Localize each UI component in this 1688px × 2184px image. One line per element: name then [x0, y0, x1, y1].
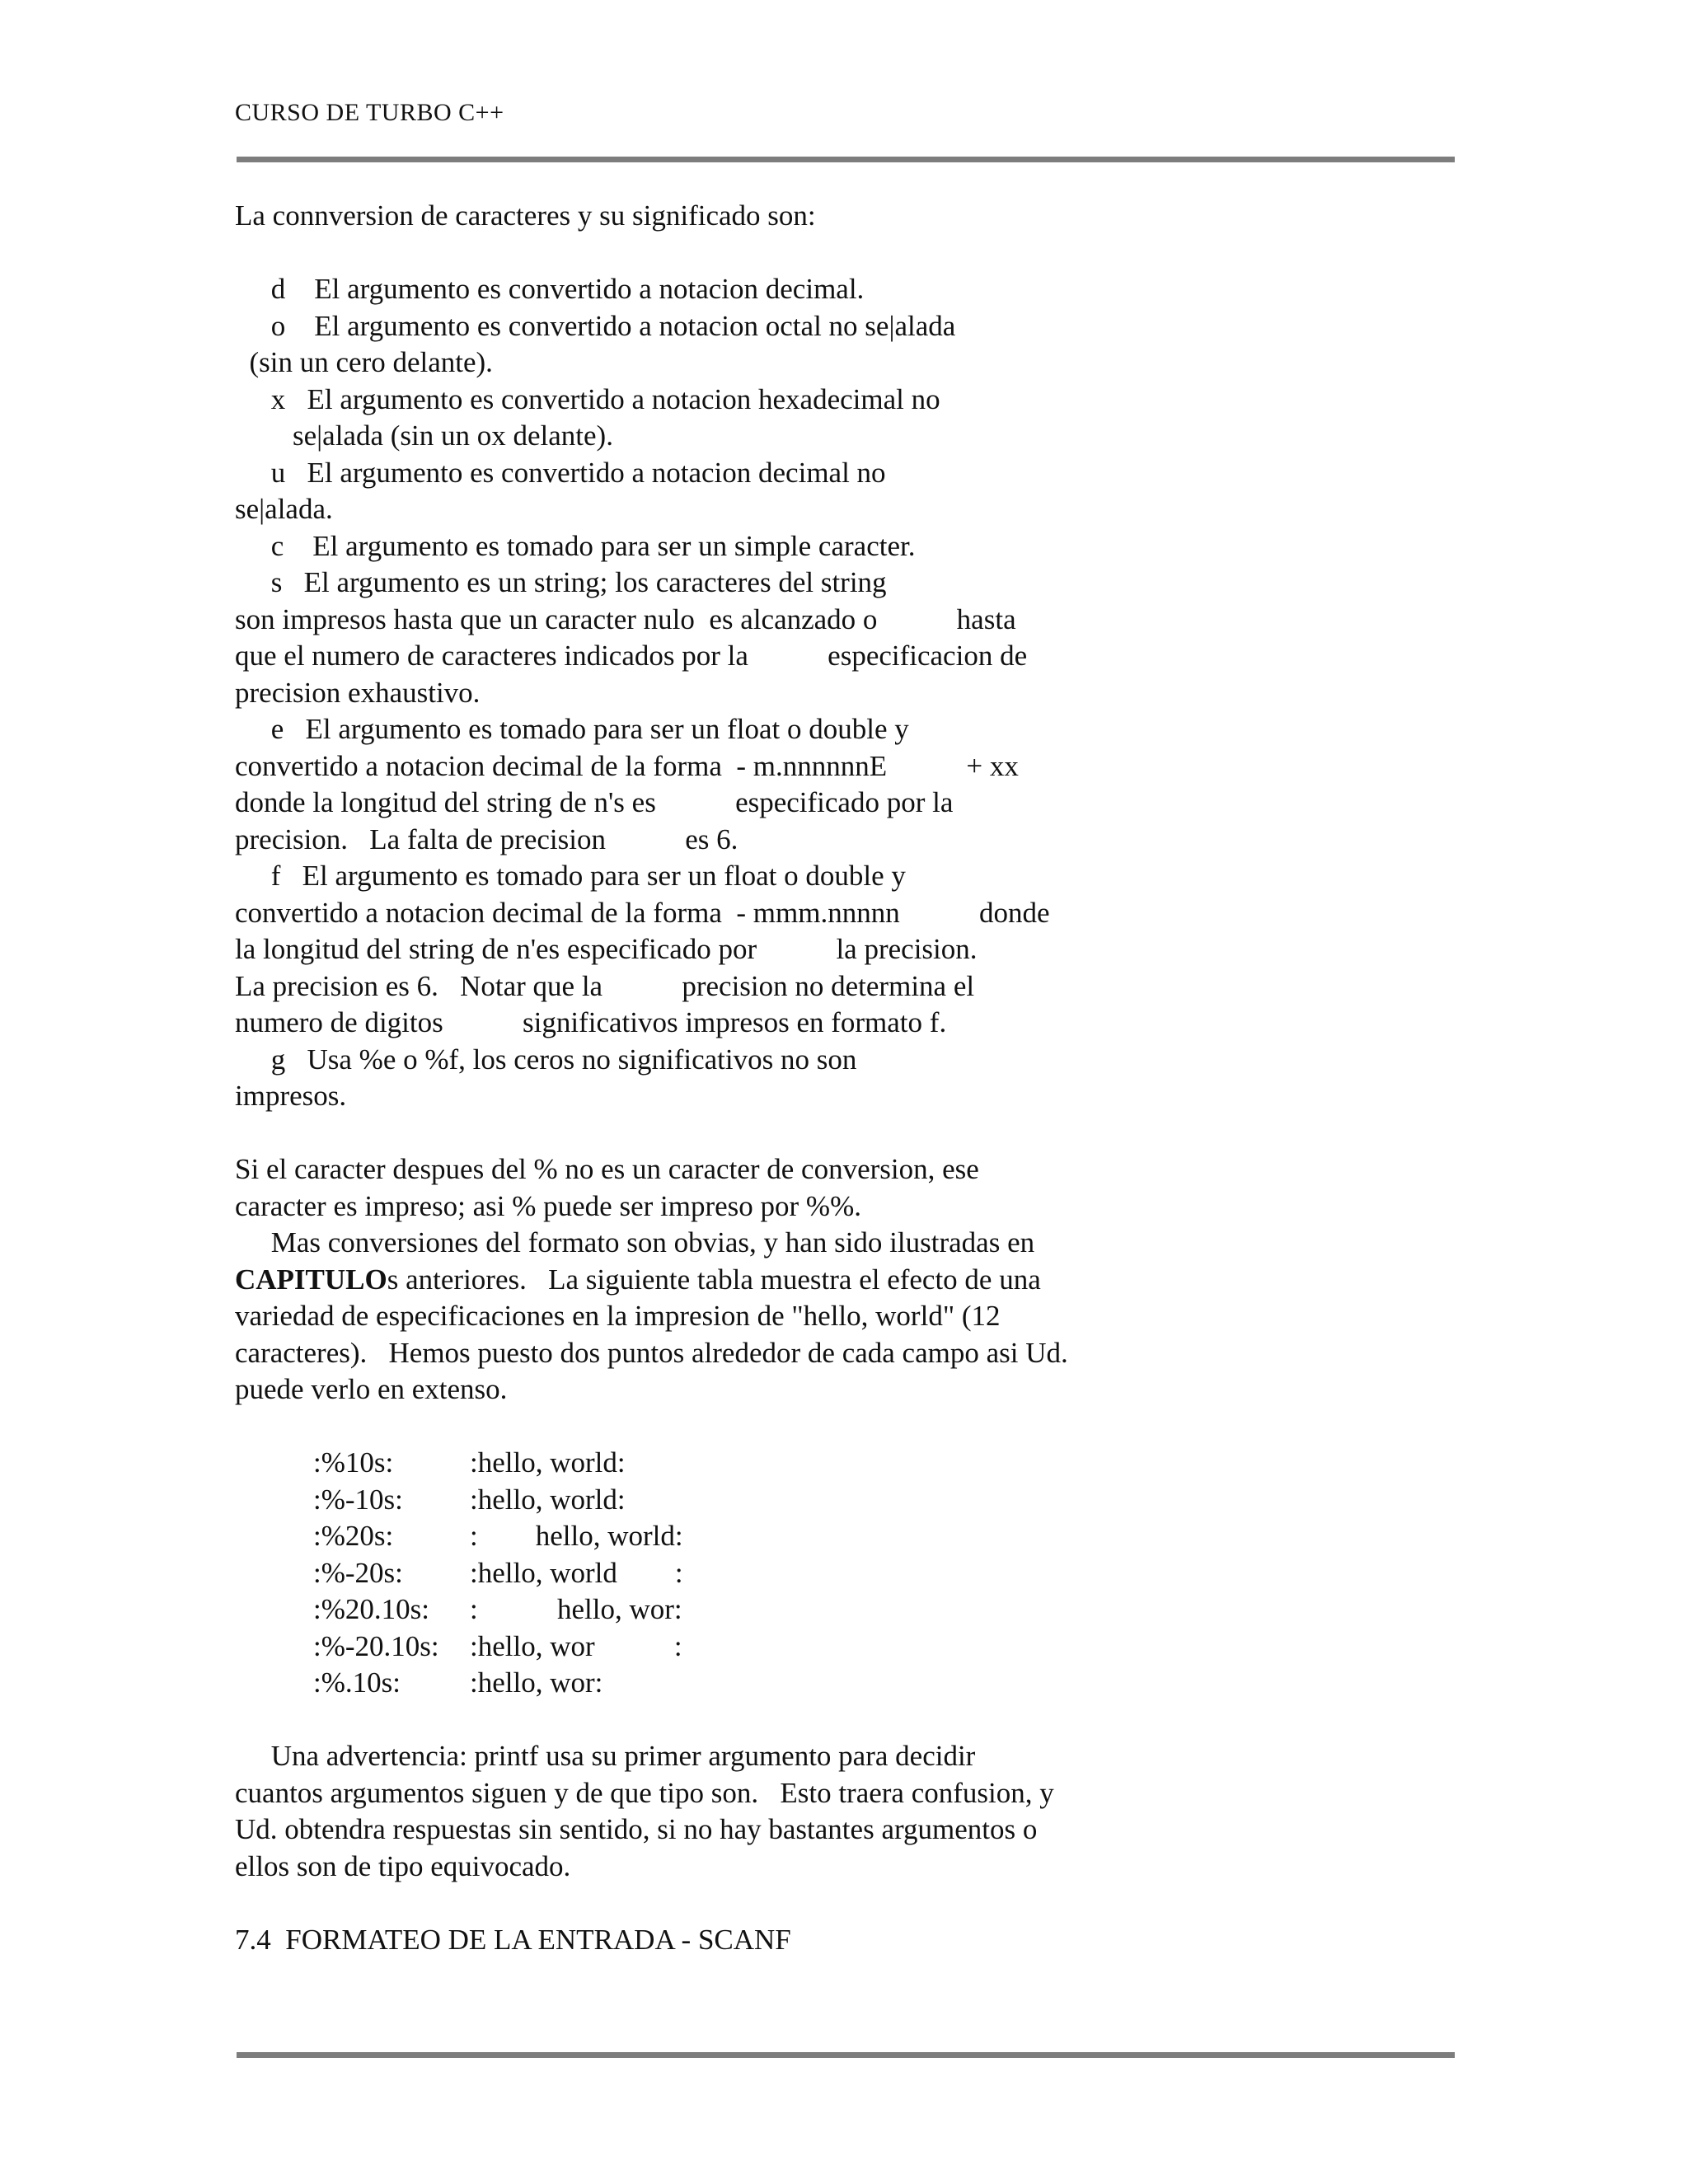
table-row: [235, 1665, 1455, 1702]
format-spec: :%20s:: [313, 1520, 394, 1552]
conversion-line: e El argumento es tomado para ser un float o double y: [235, 713, 909, 745]
bold-term: CAPITULO: [235, 1263, 387, 1296]
conversion-line: g Usa %e o %f, los ceros no significativos no son: [235, 1043, 857, 1076]
conversion-line: x El argumento es convertido a notacion hexadecimal no: [235, 382, 940, 415]
section-heading: 7.4 FORMATEO DE LA ENTRADA - SCANF: [235, 1923, 791, 1956]
conversion-list: [235, 271, 1455, 1115]
format-result: :hello, wor :: [470, 1629, 682, 1662]
format-spec: :%10s:: [313, 1446, 394, 1479]
footer-rule: [237, 2052, 1455, 2058]
format-spec: :%-20s:: [313, 1556, 403, 1589]
conversion-line: impresos.: [235, 1080, 347, 1112]
paragraph-line: variedad de especificaciones en la impresion de "hello, world" (12: [235, 1300, 1001, 1332]
intro-line: La connversion de caracteres y su significado son:: [235, 199, 816, 232]
table-row: [235, 1518, 1455, 1555]
conversion-line: numero de digitos significativos impresos en formato f.: [235, 1006, 947, 1038]
spacer: [235, 1115, 1455, 1152]
conversion-line: (sin un cero delante).: [235, 346, 493, 378]
paragraph-line: Ud. obtendra respuestas sin sentido, si no hay bastantes argumentos o: [235, 1813, 1038, 1845]
conversion-line: convertido a notacion decimal de la forma - m.nnnnnnE + xx: [235, 749, 1019, 782]
paragraph-line: ellos son de tipo equivocado.: [235, 1849, 571, 1882]
table-row: [235, 1555, 1455, 1592]
conversion-line: donde la longitud del string de n's es especificado por la: [235, 786, 954, 818]
format-result: :hello, wor:: [470, 1666, 603, 1699]
format-result: :hello, world :: [470, 1556, 683, 1589]
conversion-line: s El argumento es un string; los caracteres del string: [235, 566, 887, 598]
conversion-line: d El argumento es convertido a notacion decimal.: [235, 273, 865, 305]
format-result: : hello, world:: [470, 1520, 683, 1552]
conversion-line: la longitud del string de n'es especificado por la precision.: [235, 933, 978, 965]
conversion-line: se|alada.: [235, 493, 333, 525]
conversion-line: son impresos hasta que un caracter nulo es alcanzado o hasta: [235, 602, 1016, 635]
header-rule: [237, 157, 1455, 162]
paragraph-line: Mas conversiones del formato son obvias, y han sido ilustradas en: [235, 1226, 1035, 1258]
page-body: [235, 198, 1455, 1958]
conversion-line: La precision es 6. Notar que la precision no determina el: [235, 969, 975, 1002]
paragraph-line: cuantos argumentos siguen y de que tipo son. Esto traera confusion, y: [235, 1776, 1054, 1809]
table-row: [235, 1629, 1455, 1666]
paragraph-line: Si el caracter despues del % no es un caracter de conversion, ese: [235, 1153, 979, 1185]
format-result: :hello, world:: [470, 1446, 626, 1479]
paragraph: [235, 1151, 1455, 1408]
spacer: [235, 235, 1455, 272]
paragraph-line: [235, 1262, 1455, 1299]
table-row: [235, 1482, 1455, 1519]
format-table: [235, 1445, 1455, 1702]
conversion-line: que el numero de caracteres indicados por la especificacion de: [235, 640, 1028, 672]
format-spec: :%-20.10s:: [313, 1629, 439, 1662]
conversion-line: se|alada (sin un ox delante).: [235, 419, 613, 452]
conversion-line: precision exhaustivo.: [235, 676, 481, 709]
paragraph-line: caracteres). Hemos puesto dos puntos alrededor de cada campo asi Ud.: [235, 1336, 1068, 1369]
format-result: : hello, wor:: [470, 1593, 682, 1625]
spacer: [235, 1408, 1455, 1446]
spacer: [235, 1702, 1455, 1739]
format-spec: :%20.10s:: [313, 1593, 429, 1625]
conversion-line: c El argumento es tomado para ser un simple caracter.: [235, 529, 916, 562]
paragraph-line: caracter es impreso; asi % puede ser impreso por %%.: [235, 1189, 861, 1222]
paragraph: [235, 1738, 1455, 1885]
format-spec: :%-10s:: [313, 1483, 403, 1516]
conversion-line: o El argumento es convertido a notacion octal no se|alada: [235, 309, 956, 342]
conversion-line: f El argumento es tomado para ser un float o double y: [235, 860, 906, 892]
format-result: :hello, world:: [470, 1483, 626, 1516]
conversion-line: precision. La falta de precision es 6.: [235, 823, 738, 855]
paragraph-line: puede verlo en extenso.: [235, 1373, 508, 1405]
table-row: [235, 1591, 1455, 1629]
paragraph-line: Una advertencia: printf usa su primer argumento para decidir: [235, 1740, 976, 1772]
conversion-line: u El argumento es convertido a notacion decimal no: [235, 456, 886, 489]
running-header: CURSO DE TURBO C++: [235, 99, 504, 126]
table-row: [235, 1445, 1455, 1482]
conversion-line: convertido a notacion decimal de la forma - mmm.nnnnn donde: [235, 896, 1050, 929]
paragraph-text: s anteriores. La siguiente tabla muestra el efecto de una: [387, 1263, 1041, 1296]
format-spec: :%.10s:: [313, 1666, 401, 1699]
spacer: [235, 1885, 1455, 1922]
